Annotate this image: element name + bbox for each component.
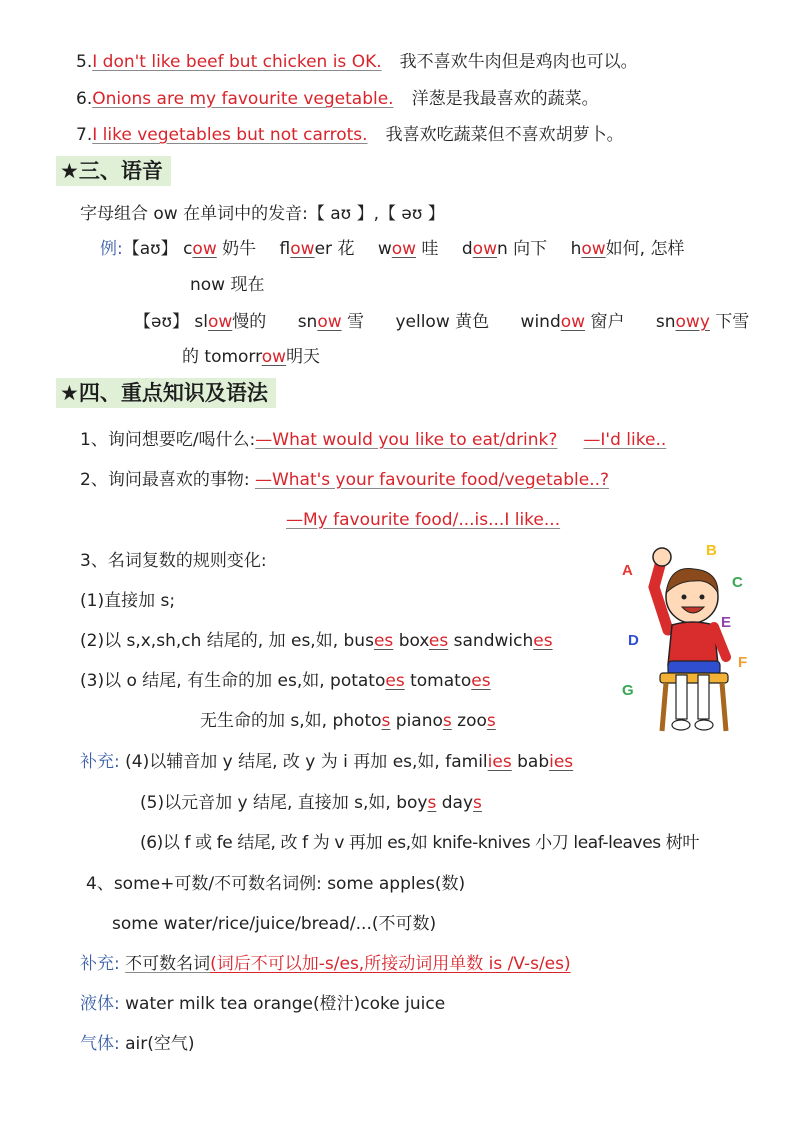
sentence-english: I don't like beef but chicken is OK.: [92, 52, 382, 72]
letter-e: E: [721, 614, 732, 631]
plural-rule-3: (3)以 o 结尾, 有生命的加 es,如, potatoes tomatoes: [80, 671, 491, 691]
sentence-number: 5.: [76, 52, 93, 72]
grammar-item-2-answer: [286, 508, 560, 532]
word-item: down 向下: [461, 239, 548, 259]
grammar-item-4-line2: some water/rice/juice/bread/...(不可数): [112, 914, 437, 934]
sentence-number: 6.: [76, 89, 93, 109]
sentence-chinese: 我不喜欢牛肉但是鸡肉也可以。: [399, 52, 638, 72]
example-label: 例:: [100, 239, 123, 259]
ou-extra-row: 的 tomorrow明天: [182, 347, 321, 367]
word-item: slow慢的: [194, 312, 267, 332]
word-item: snow 雪: [297, 312, 365, 332]
word-item: potatoes: [330, 671, 405, 691]
grammar-item-2: 2、询问最喜欢的事物: —What's your favourite food/vegetable..?: [80, 470, 610, 490]
ou-example-row: [134, 310, 749, 334]
letter-c: C: [732, 574, 743, 591]
plural-rule-3b: 无生命的加 s,如, photos pianos zoos: [200, 711, 496, 731]
plural-rule-1: (1)直接加 s;: [80, 591, 176, 611]
plural-rule-4: 补充: (4)以辅音加 y 结尾, 改 y 为 i 再加 es,如, families babies: [80, 752, 574, 772]
word-item: babies: [517, 752, 574, 772]
sentence-5: [76, 50, 638, 74]
question-text: —What would you like to eat/drink?: [255, 430, 558, 450]
sentence-6: [76, 87, 599, 111]
word-item: sandwiches: [453, 631, 553, 651]
answer-text: —My favourite food/...is...I like...: [286, 510, 561, 530]
word-item: families: [445, 752, 512, 772]
word-item: yellow 黄色: [395, 312, 490, 332]
sentence-chinese: 洋葱是我最喜欢的蔬菜。: [411, 89, 599, 109]
letter-f: F: [738, 654, 748, 671]
section-title-grammar: ★四、重点知识及语法: [56, 378, 276, 408]
word-item: zoos: [457, 711, 496, 731]
phonetic-tag: 【aʊ】: [122, 239, 178, 259]
plural-rule-2: (2)以 s,x,sh,ch 结尾的, 加 es,如, buses boxes sandwiches: [80, 631, 553, 651]
word-item: how如何, 怎样: [570, 239, 685, 259]
section-title-phonics: ★三、语音: [56, 156, 171, 186]
grammar-item-1: 1、询问想要吃/喝什么:—What would you like to eat/drink? —I'd like..: [80, 430, 667, 450]
phonics-intro: 字母组合 ow 在单词中的发音:【 aʊ 】,【 əʊ 】: [80, 204, 445, 224]
grammar-item-3-label: 3、名词复数的规则变化:: [80, 551, 267, 571]
sentence-english: Onions are my favourite vegetable.: [92, 89, 394, 109]
uncountable-supplement: 补充: 不可数名词(词后不可以加-s/es,所接动词用单数 is /V-s/es): [80, 954, 571, 974]
phonetic-tag: 【əʊ】: [134, 312, 189, 332]
letter-a: A: [622, 562, 633, 579]
word-item: flower 花: [279, 239, 355, 259]
answer-text: —I'd like..: [583, 430, 667, 450]
sentence-number: 7.: [76, 125, 93, 145]
plural-rule-5: (5)以元音加 y 结尾, 直接加 s,如, boys days: [140, 793, 482, 813]
word-item: buses: [343, 631, 394, 651]
boy-illustration: [610, 535, 760, 740]
liquid-label: 液体:: [80, 994, 120, 1014]
letter-g: G: [622, 682, 634, 699]
grammar-item-4-label: 4、some+可数/不可数名词例: some apples(数): [86, 874, 466, 894]
letter-d: D: [628, 632, 639, 649]
word-item: window 窗户: [520, 312, 625, 332]
word-item: snowy 下雪: [655, 312, 750, 332]
word-item: photos: [332, 711, 391, 731]
word-item: tomatoes: [410, 671, 491, 691]
plural-rule-6: (6)以 f 或 fe 结尾, 改 f 为 v 再加 es,如 knife-knives 小刀 leaf-leaves 树叶: [140, 833, 699, 853]
question-text: —What's your favourite food/vegetable..?: [254, 470, 610, 490]
au-extra-row: now 现在: [190, 275, 265, 295]
au-example-row: [100, 237, 684, 261]
sentence-english: I like vegetables but not carrots.: [92, 125, 368, 145]
word-item: boys: [396, 793, 437, 813]
sentence-7: [76, 123, 624, 147]
supplement-label: 补充:: [80, 954, 120, 974]
letter-b: B: [706, 542, 717, 559]
word-item: days: [441, 793, 482, 813]
word-item: cow 奶牛: [183, 239, 257, 259]
gas-row: 气体: air(空气): [80, 1034, 195, 1054]
liquid-row: 液体: water milk tea orange(橙汁)coke juice: [80, 994, 446, 1014]
word-item: pianos: [395, 711, 452, 731]
gas-label: 气体:: [80, 1034, 120, 1054]
word-item: wow 哇: [377, 239, 439, 259]
word-item: boxes: [398, 631, 449, 651]
supplement-label: 补充:: [80, 752, 120, 772]
sentence-chinese: 我喜欢吃蔬菜但不喜欢胡萝卜。: [385, 125, 624, 145]
